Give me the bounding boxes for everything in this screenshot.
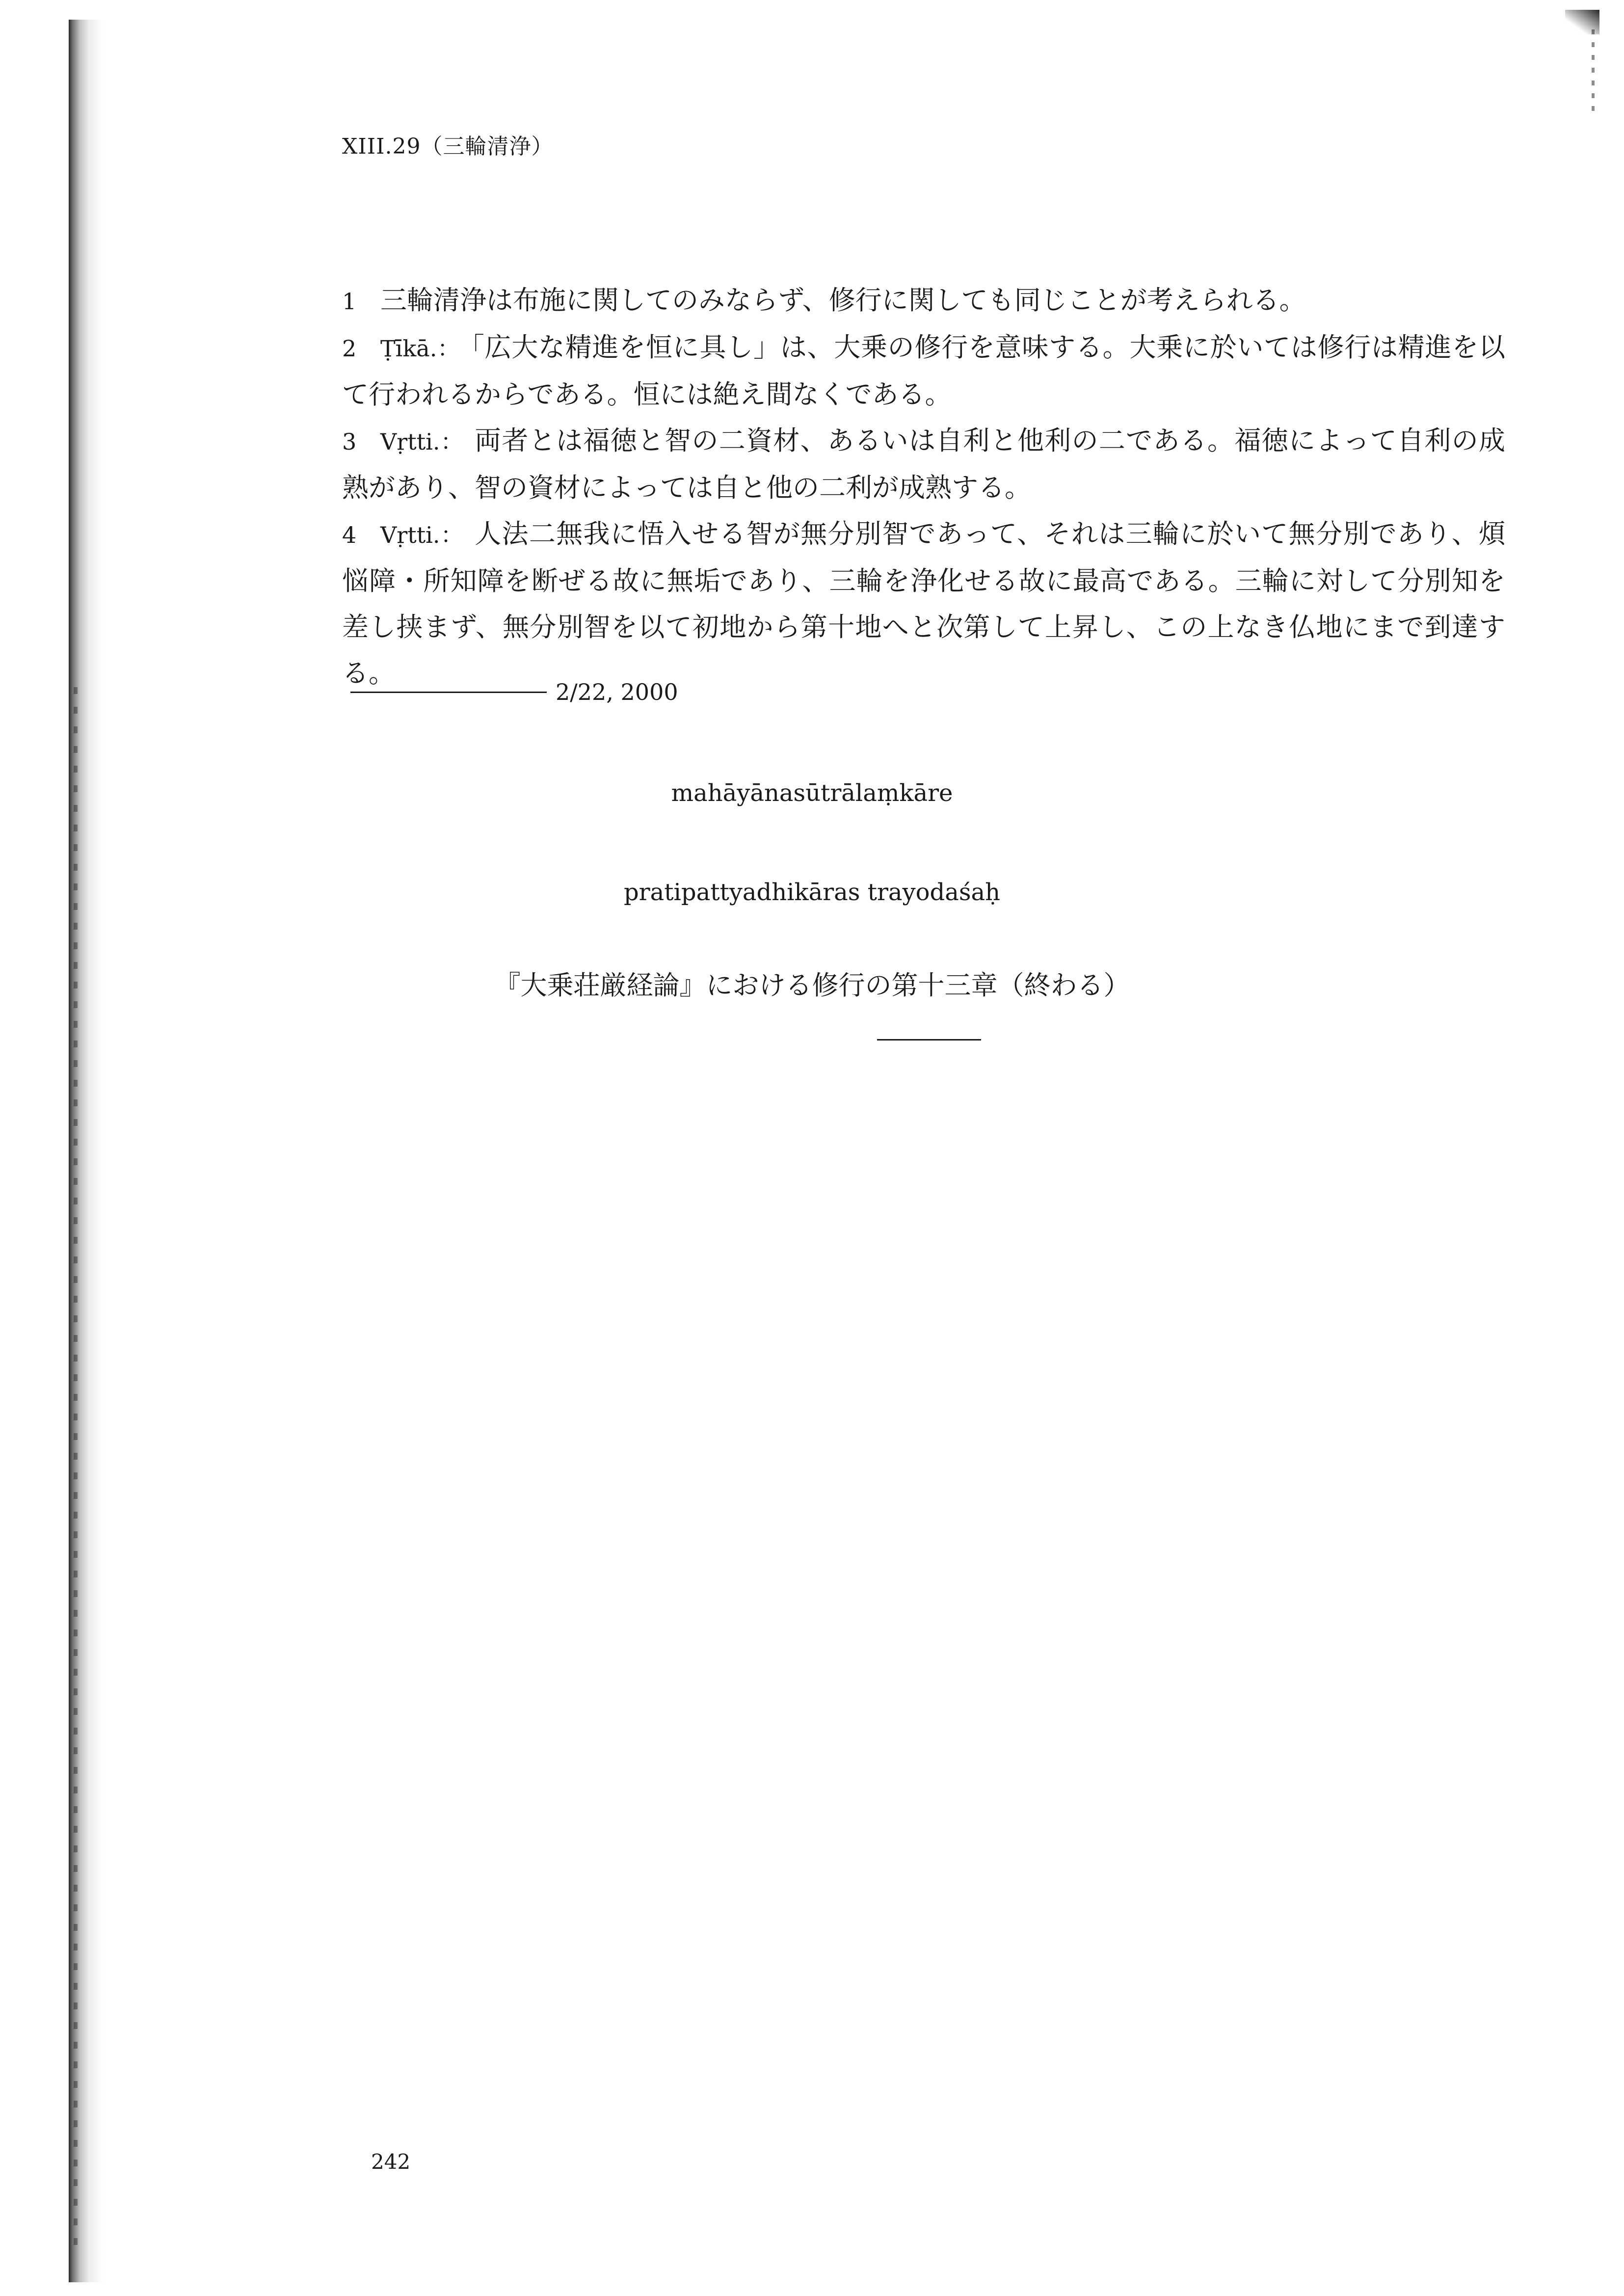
note-text: 人法二無我に悟入せる智が無分別智であって、それは三輪に於いて無分別であり、煩悩障・所知障を断ぜる故に無垢であり、三輪を浄化せる故に最高である。三輪に対して分別知を差し挟まず、無分別智を以て初地から第十地へと次第して上昇し、この上なき仏地にまで到達する。: [342, 518, 1505, 689]
colophon-sanskrit-title: mahāyānasūtrālaṃkāre: [671, 779, 953, 807]
note-3: [342, 418, 1505, 511]
date-text: 2/22, 2000: [556, 679, 678, 705]
colophon-japanese: 『大乗荘厳経論』における修行の第十三章（終わる）: [494, 970, 1130, 1001]
note-4: [342, 511, 1505, 696]
date-line: [350, 677, 678, 707]
page-number: 242: [371, 2150, 411, 2174]
note-number: 3: [342, 428, 357, 455]
scan-edge-right-marks: [1592, 29, 1595, 113]
note-text: 三輪清浄は布施に関してのみならず、修行に関しても同じことが考えられる。: [380, 285, 1306, 316]
note-2: [342, 324, 1505, 418]
note-number: 2: [342, 335, 357, 362]
note-source: Vṛtti.：: [380, 428, 464, 455]
scan-edge-marks: [74, 687, 78, 2258]
note-number: 4: [342, 522, 357, 548]
note-number: 1: [342, 288, 357, 315]
date-rule: [350, 692, 547, 693]
note-text: 両者とは福徳と智の二資材、あるいは自利と他利の二である。福徳によって自利の成熟があり、智の資材によっては自と他の二利が成熟する。: [342, 425, 1506, 503]
note-source: Vṛtti.：: [380, 522, 464, 548]
colophon-sanskrit-chapter: pratipattyadhikāras trayodaśaḥ: [623, 879, 1001, 906]
closing-rule: [877, 1039, 981, 1041]
section-header: XIII.29（三輪清浄）: [342, 134, 554, 159]
notes-list: [342, 277, 1505, 696]
note-source: Ṭīkā.：: [380, 335, 460, 362]
note-text: 「広大な精進を恒に具し」は、大乗の修行を意味する。大乗に於いては修行は精進を以て行われるからである。恒には絶え間なくである。: [342, 332, 1505, 410]
note-1: [342, 277, 1505, 324]
